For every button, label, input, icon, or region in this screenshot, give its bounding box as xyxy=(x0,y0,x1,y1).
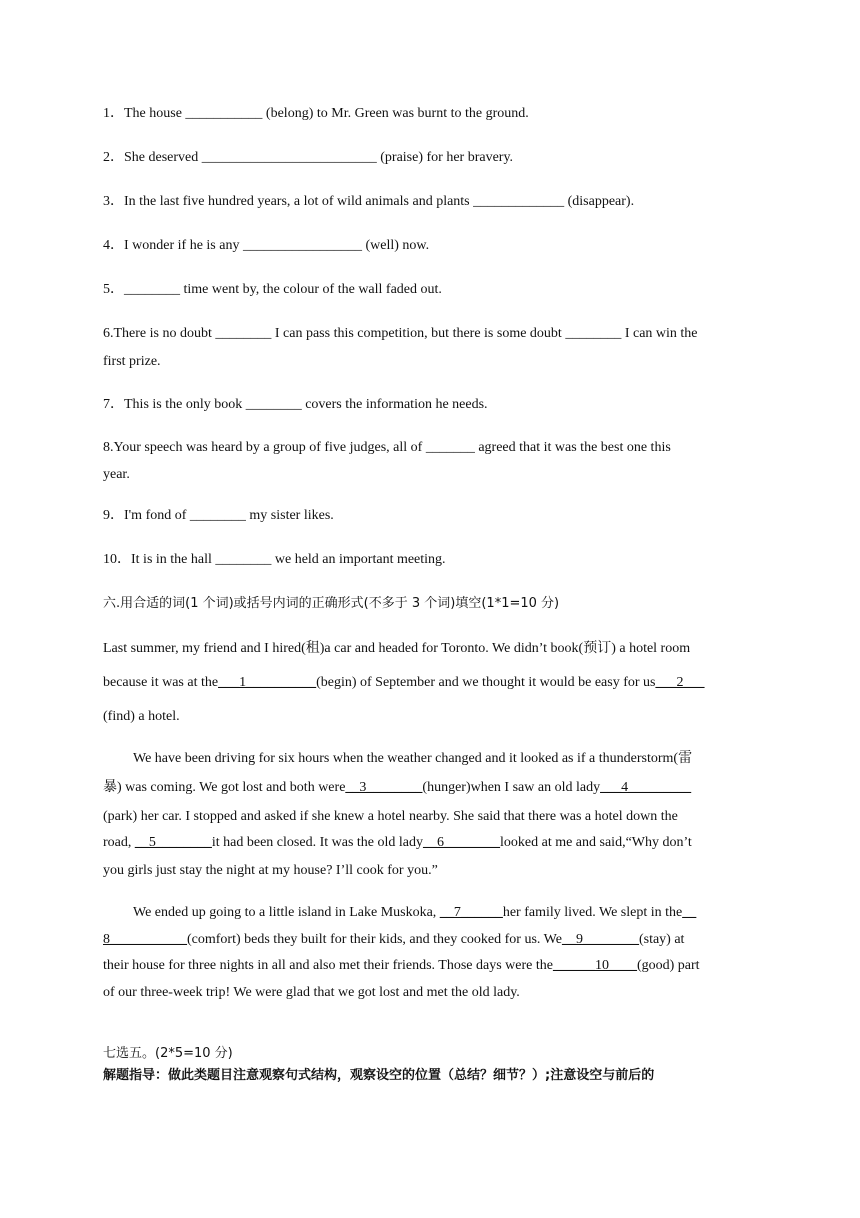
passage-text: (good) part xyxy=(636,958,700,973)
blank-2: ___2___ xyxy=(655,675,705,690)
question-text: There is no doubt ________ I can pass this competition, but there is some doubt ________ I can win the xyxy=(113,326,698,341)
question-number: 2． xyxy=(103,150,124,165)
question-7 xyxy=(103,391,763,418)
question-number: 6. xyxy=(103,326,114,341)
blank-7: __7______ xyxy=(439,905,503,920)
question-number: 10． xyxy=(103,552,131,567)
blank-8: 8___________ xyxy=(103,932,187,947)
passage-p2-line-2 xyxy=(103,774,763,801)
passage-p2-line-3: (park) her car. I stopped and asked if she knew a hotel nearby. She said that there was a hotel down the xyxy=(103,809,678,824)
question-text: I'm fond of ________ my sister likes. xyxy=(124,508,334,523)
blank-5: __5________ xyxy=(134,835,212,850)
blank-1: ___1__________ xyxy=(218,675,317,690)
question-3 xyxy=(103,188,763,215)
question-6-line-2 xyxy=(103,348,763,375)
question-5 xyxy=(103,276,763,303)
passage-text: looked at me and said,“Why don’t xyxy=(500,835,692,850)
blank-3: __3________ xyxy=(345,780,423,795)
passage-text: (begin) of September and we thought it would be easy for us xyxy=(316,675,656,690)
question-number: 9． xyxy=(103,508,124,523)
passage-text: (comfort) beds they built for their kids, and they cooked for us. We xyxy=(187,932,562,947)
blank-4: ___4_________ xyxy=(600,780,692,795)
passage-p1-line-3: (find) a hotel. xyxy=(103,709,180,724)
question-text: It is in the hall ________ we held an important meeting. xyxy=(131,552,446,567)
question-number: 1． xyxy=(103,106,124,121)
section-6-title: 六.用合适的词(1 个词)或括号内词的正确形式(不多于 3 个词)填空(1*1=10 分) xyxy=(103,596,560,611)
passage-text: 暴) was coming. We got lost and both were xyxy=(103,780,346,795)
blank-10: ______10____ xyxy=(552,958,637,973)
question-text: year. xyxy=(103,467,130,482)
passage-text: her family lived. We slept in the xyxy=(502,905,683,920)
passage-p3-line-2 xyxy=(103,926,763,953)
passage-text: it had been closed. It was the old lady xyxy=(211,835,423,850)
passage-text: their house for three nights in all and also met their friends. Those days were the xyxy=(103,958,553,973)
passage-p3-line-1 xyxy=(133,899,793,926)
question-6-line-1 xyxy=(103,320,763,347)
question-4 xyxy=(103,232,763,259)
passage-p2-line-1: We have been driving for six hours when the weather changed and it looked as if a thunderstorm(雷 xyxy=(133,751,693,766)
passage-text: (stay) at xyxy=(638,932,685,947)
section-7-guide: 解题指导：做此类题目注意观察句式结构，观察设空的位置（总结？细节？）;注意设空与前后的 xyxy=(103,1068,655,1083)
question-8-line-1 xyxy=(103,434,763,461)
question-8-line-2 xyxy=(103,461,763,488)
blank-9: __9________ xyxy=(561,932,639,947)
question-2 xyxy=(103,144,763,171)
question-1 xyxy=(103,100,763,127)
passage-p1-line-1: Last summer, my friend and I hired(租)a car and headed for Toronto. We didn’t book(预订) a hotel room xyxy=(103,641,691,656)
question-number: 5． xyxy=(103,282,124,297)
passage-text: because it was at the xyxy=(103,675,219,690)
question-number: 8. xyxy=(103,440,114,455)
passage-p2-line-5: you girls just stay the night at my house? I’ll cook for you.” xyxy=(103,863,438,878)
section-7-title: 七选五。(2*5=10 分) xyxy=(103,1046,233,1061)
question-text: In the last five hundred years, a lot of wild animals and plants _____________ (disappear). xyxy=(124,194,635,209)
passage-p3-line-3 xyxy=(103,952,763,979)
question-text: She deserved _________________________ (praise) for her bravery. xyxy=(124,150,514,165)
passage-text: road, xyxy=(103,835,135,850)
question-10 xyxy=(103,546,763,573)
question-text: Your speech was heard by a group of five judges, all of _______ agreed that it was the best one this xyxy=(113,440,671,455)
passage-text: (hunger)when I saw an old lady xyxy=(422,780,601,795)
question-text: ________ time went by, the colour of the wall faded out. xyxy=(124,282,442,297)
question-number: 7． xyxy=(103,397,124,412)
question-text: I wonder if he is any _________________ (well) now. xyxy=(124,238,430,253)
question-text: The house ___________ (belong) to Mr. Green was burnt to the ground. xyxy=(124,106,529,121)
question-number: 3． xyxy=(103,194,124,209)
question-text: first prize. xyxy=(103,354,161,369)
blank-8-start: __ xyxy=(682,905,697,920)
passage-p2-line-4 xyxy=(103,829,763,856)
question-9 xyxy=(103,502,763,529)
question-number: 4． xyxy=(103,238,124,253)
blank-6: __6________ xyxy=(423,835,500,850)
passage-text: We ended up going to a little island in Lake Muskoka, xyxy=(133,905,440,920)
passage-p3-line-4: of our three-week trip! We were glad that we got lost and met the old lady. xyxy=(103,985,520,1000)
passage-p1-line-2 xyxy=(103,669,763,696)
question-text: This is the only book ________ covers the information he needs. xyxy=(124,397,488,412)
